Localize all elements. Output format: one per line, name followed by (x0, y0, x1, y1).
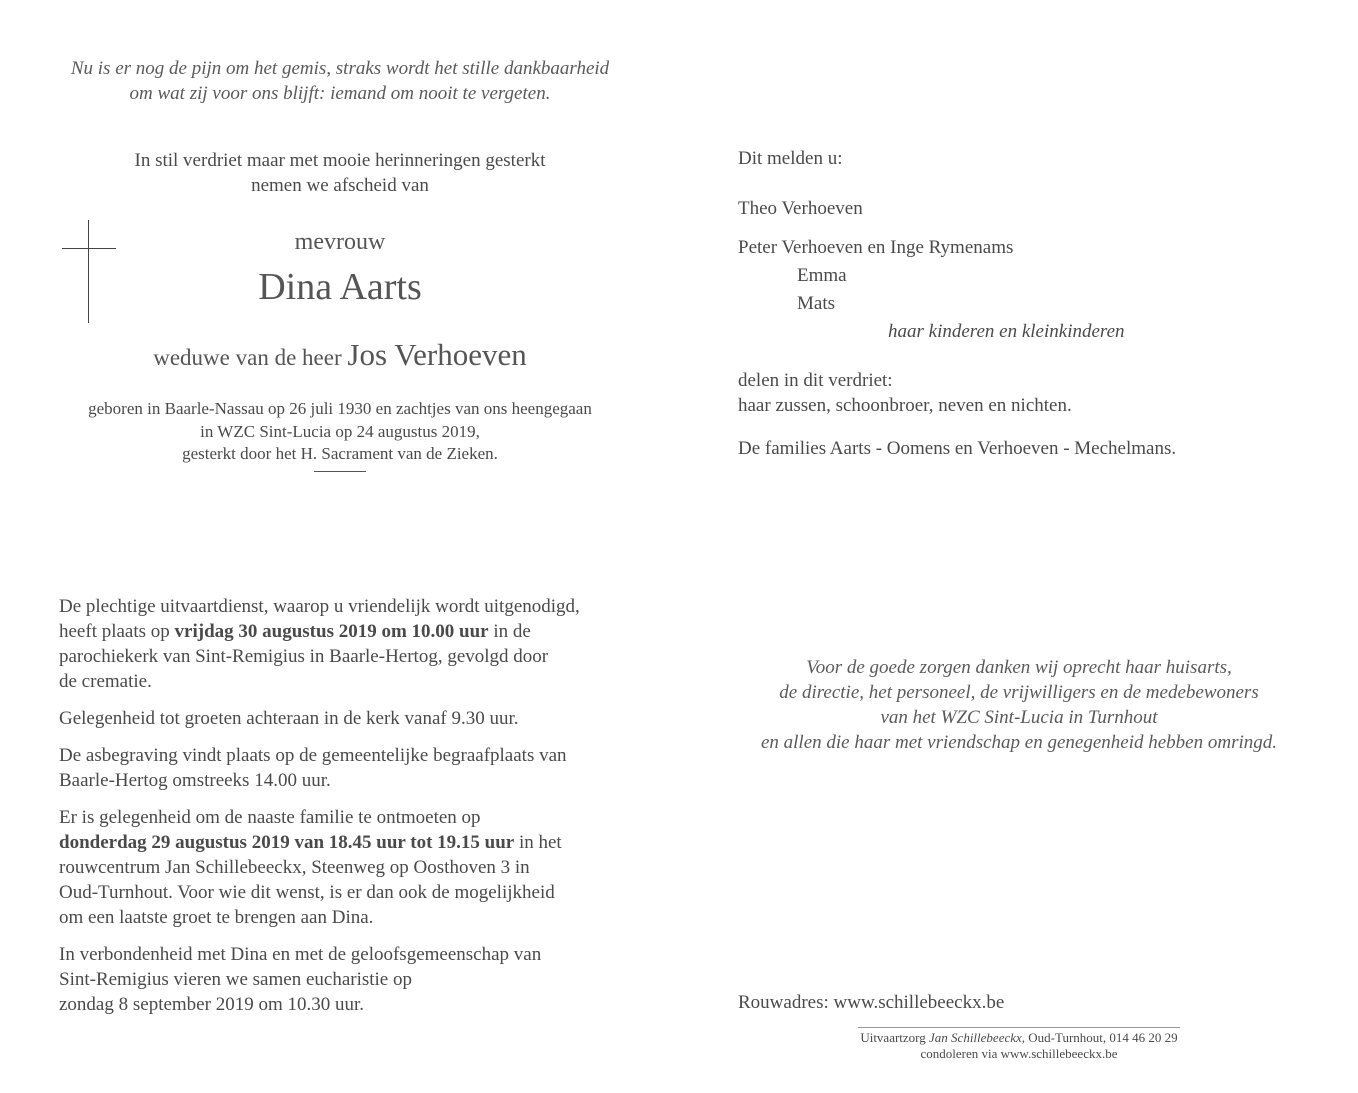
family-member: Peter Verhoeven en Inge Rymenams (738, 237, 1014, 258)
footer-line-2: condoleren via www.schillebeeckx.be (920, 1046, 1118, 1061)
birth-details (40, 398, 640, 466)
text-span: , Oud-Turnhout, 014 46 20 29 (1021, 1030, 1178, 1045)
footer-divider (858, 1027, 1180, 1028)
family-member: Emma (797, 265, 847, 286)
service-date: vrijdag 30 augustus 2019 om 10.00 uur (174, 621, 489, 642)
widow-prefix: weduwe van de heer (153, 345, 342, 370)
intro-line-1: In stil verdriet maar met mooie herinneringen gesterkt (134, 150, 546, 171)
text-line: Sint-Remigius vieren we samen eucharistie op (59, 969, 412, 990)
family-role: haar kinderen en kleinkinderen (888, 321, 1125, 342)
share-grief (738, 368, 1072, 418)
service-paragraph (59, 743, 639, 793)
service-paragraph (59, 942, 639, 1017)
text-line: Oud-Turnhout. Voor wie dit wenst, is er dan ook de mogelijkheid (59, 882, 555, 903)
birth-line-1: geboren in Baarle-Nassau op 26 juli 1930 en zachtjes van ons heengegaan (88, 399, 592, 418)
text-line: parochiekerk van Sint-Remigius in Baarle-Hertog, gevolgd door (59, 646, 549, 667)
spouse-name: Jos Verhoeven (347, 337, 527, 372)
deceased-name: Dina Aarts (258, 266, 422, 308)
service-paragraph (59, 594, 639, 694)
text-line (59, 830, 639, 855)
thanks-line-4: en allen die haar met vriendschap en genegenheid hebben omringd. (760, 732, 1278, 753)
rouwadres: Rouwadres: www.schillebeeckx.be (738, 992, 1005, 1013)
thanks-text (700, 655, 1338, 755)
birth-line-2: in WZC Sint-Lucia op 24 augustus 2019, (200, 421, 480, 441)
service-info (59, 594, 639, 1029)
family-member: Mats (797, 293, 835, 314)
text-line: rouwcentrum Jan Schillebeeckx, Steenweg op Oosthoven 3 in (59, 857, 530, 878)
text-line: Er is gelegenheid om de naaste familie te ontmoeten op (59, 807, 481, 828)
visitation-date: donderdag 29 augustus 2019 van 18.45 uur tot 19.15 uur (59, 832, 515, 853)
family-member: Theo Verhoeven (738, 198, 863, 219)
intro-line-2: nemen we afscheid van (251, 175, 429, 196)
text-span: in het (514, 832, 562, 853)
service-paragraph (59, 706, 639, 731)
footer-line-1 (858, 1030, 1180, 1046)
announce-heading: Dit melden u: (738, 148, 843, 169)
company-name: Jan Schillebeeckx (929, 1030, 1022, 1045)
text-line: Baarle-Hertog omstreeks 14.00 uur. (59, 770, 331, 791)
thanks-line-1: Voor de goede zorgen danken wij oprecht haar huisarts, (806, 657, 1232, 678)
text-line: om een laatste groet te brengen aan Dina. (59, 907, 374, 928)
birth-line-3: gesterkt door het H. Sacrament van de Zieken. (182, 444, 498, 463)
text-line: Gelegenheid tot groeten achteraan in de kerk vanaf 9.30 uur. (59, 708, 519, 729)
deceased-title: mevrouw (294, 229, 386, 255)
funeral-home-footer (858, 1030, 1180, 1062)
text-line: zondag 8 september 2019 om 10.30 uur. (59, 994, 365, 1015)
text-span: in de (488, 621, 531, 642)
thanks-line-3: van het WZC Sint-Lucia in Turnhout (880, 707, 1158, 728)
quote-line-1: Nu is er nog de pijn om het gemis, straks wordt het stille dankbaarheid (70, 58, 610, 79)
thanks-line-2: de directie, het personeel, de vrijwilligers en de medebewoners (779, 682, 1259, 703)
families-line: De families Aarts - Oomens en Verhoeven - Mechelmans. (738, 438, 1177, 459)
quote-line-2: om wat zij voor ons blijft: iemand om nooit te vergeten. (129, 83, 551, 104)
text-span: heeft plaats op (59, 621, 175, 642)
text-line: De asbegraving vindt plaats op de gemeentelijke begraafplaats van (59, 745, 567, 766)
service-paragraph (59, 805, 639, 930)
widow-line (40, 337, 640, 373)
intro-text (40, 148, 640, 198)
text-line: In verbondenheid met Dina en met de geloofsgemeenschap van (59, 944, 542, 965)
opening-quote (40, 56, 640, 106)
text-line: de crematie. (59, 671, 152, 692)
share-line-1: delen in dit verdriet: (738, 370, 893, 391)
separator-dash (314, 471, 366, 472)
text-span: Uitvaartzorg (860, 1030, 930, 1045)
text-line (59, 619, 639, 644)
share-line-2: haar zussen, schoonbroer, neven en nichten. (738, 395, 1072, 416)
text-line: De plechtige uitvaartdienst, waarop u vriendelijk wordt uitgenodigd, (59, 596, 580, 617)
